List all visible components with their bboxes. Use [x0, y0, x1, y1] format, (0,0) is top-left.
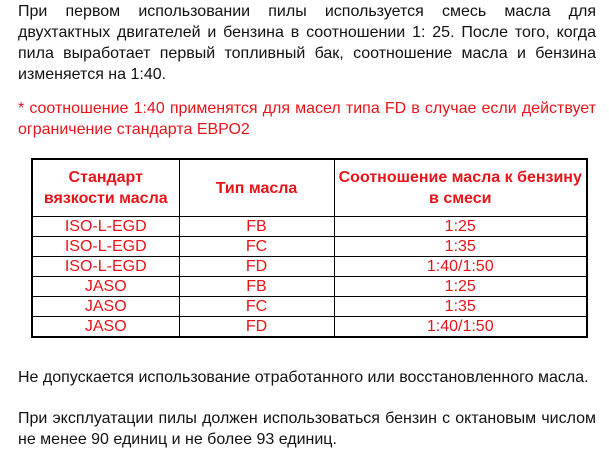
table-row [32, 277, 587, 297]
cell-ratio: 1:40/1:50 [334, 257, 587, 277]
table-row [32, 257, 587, 277]
cell-oil-type: FB [179, 217, 334, 237]
fuel-paragraph: При эксплуатации пилы должен использоваться бензин с октановым числом не менее 90 единиц и не более 93 единиц. [18, 410, 596, 448]
cell-ratio: 1:35 [334, 297, 587, 317]
header-oil-type: Тип масла [179, 159, 334, 217]
table-row [32, 317, 587, 338]
table-row [32, 217, 587, 237]
table-header-row [32, 159, 587, 217]
cell-standard: ISO-L-EGD [32, 217, 179, 237]
cell-ratio: 1:35 [334, 237, 587, 257]
cell-standard: JASO [32, 297, 179, 317]
oil-ratio-table [31, 158, 588, 338]
cell-standard: JASO [32, 277, 179, 297]
cell-oil-type: FD [179, 257, 334, 277]
cell-oil-type: FC [179, 237, 334, 257]
cell-standard: ISO-L-EGD [32, 237, 179, 257]
table-row [32, 237, 587, 257]
oil-ratio-table-container [31, 158, 586, 338]
intro-paragraph: При первом использовании пилы используется смесь масла для двухтактных двигателей и бензина в соотношении 1: 25. После того, когда пила выработает первый топливный бак, соотношение масла и бензина изменяется на 1:40. [18, 3, 596, 83]
cell-oil-type: FB [179, 277, 334, 297]
warning-paragraph: Не допускается использование отработанного или восстановленного масла. [18, 369, 589, 386]
cell-ratio: 1:40/1:50 [334, 317, 587, 338]
header-viscosity-standard: Стандарт вязкости масла [32, 159, 179, 217]
cell-oil-type: FC [179, 297, 334, 317]
euro2-note: * соотношение 1:40 применятся для масел типа FD в случае если действует ограничение стандарта ЕВРО2 [18, 100, 596, 138]
cell-standard: ISO-L-EGD [32, 257, 179, 277]
cell-ratio: 1:25 [334, 217, 587, 237]
cell-standard: JASO [32, 317, 179, 338]
cell-oil-type: FD [179, 317, 334, 338]
header-mix-ratio: Соотношение масла к бензину в смеси [334, 159, 587, 217]
table-row [32, 297, 587, 317]
cell-ratio: 1:25 [334, 277, 587, 297]
